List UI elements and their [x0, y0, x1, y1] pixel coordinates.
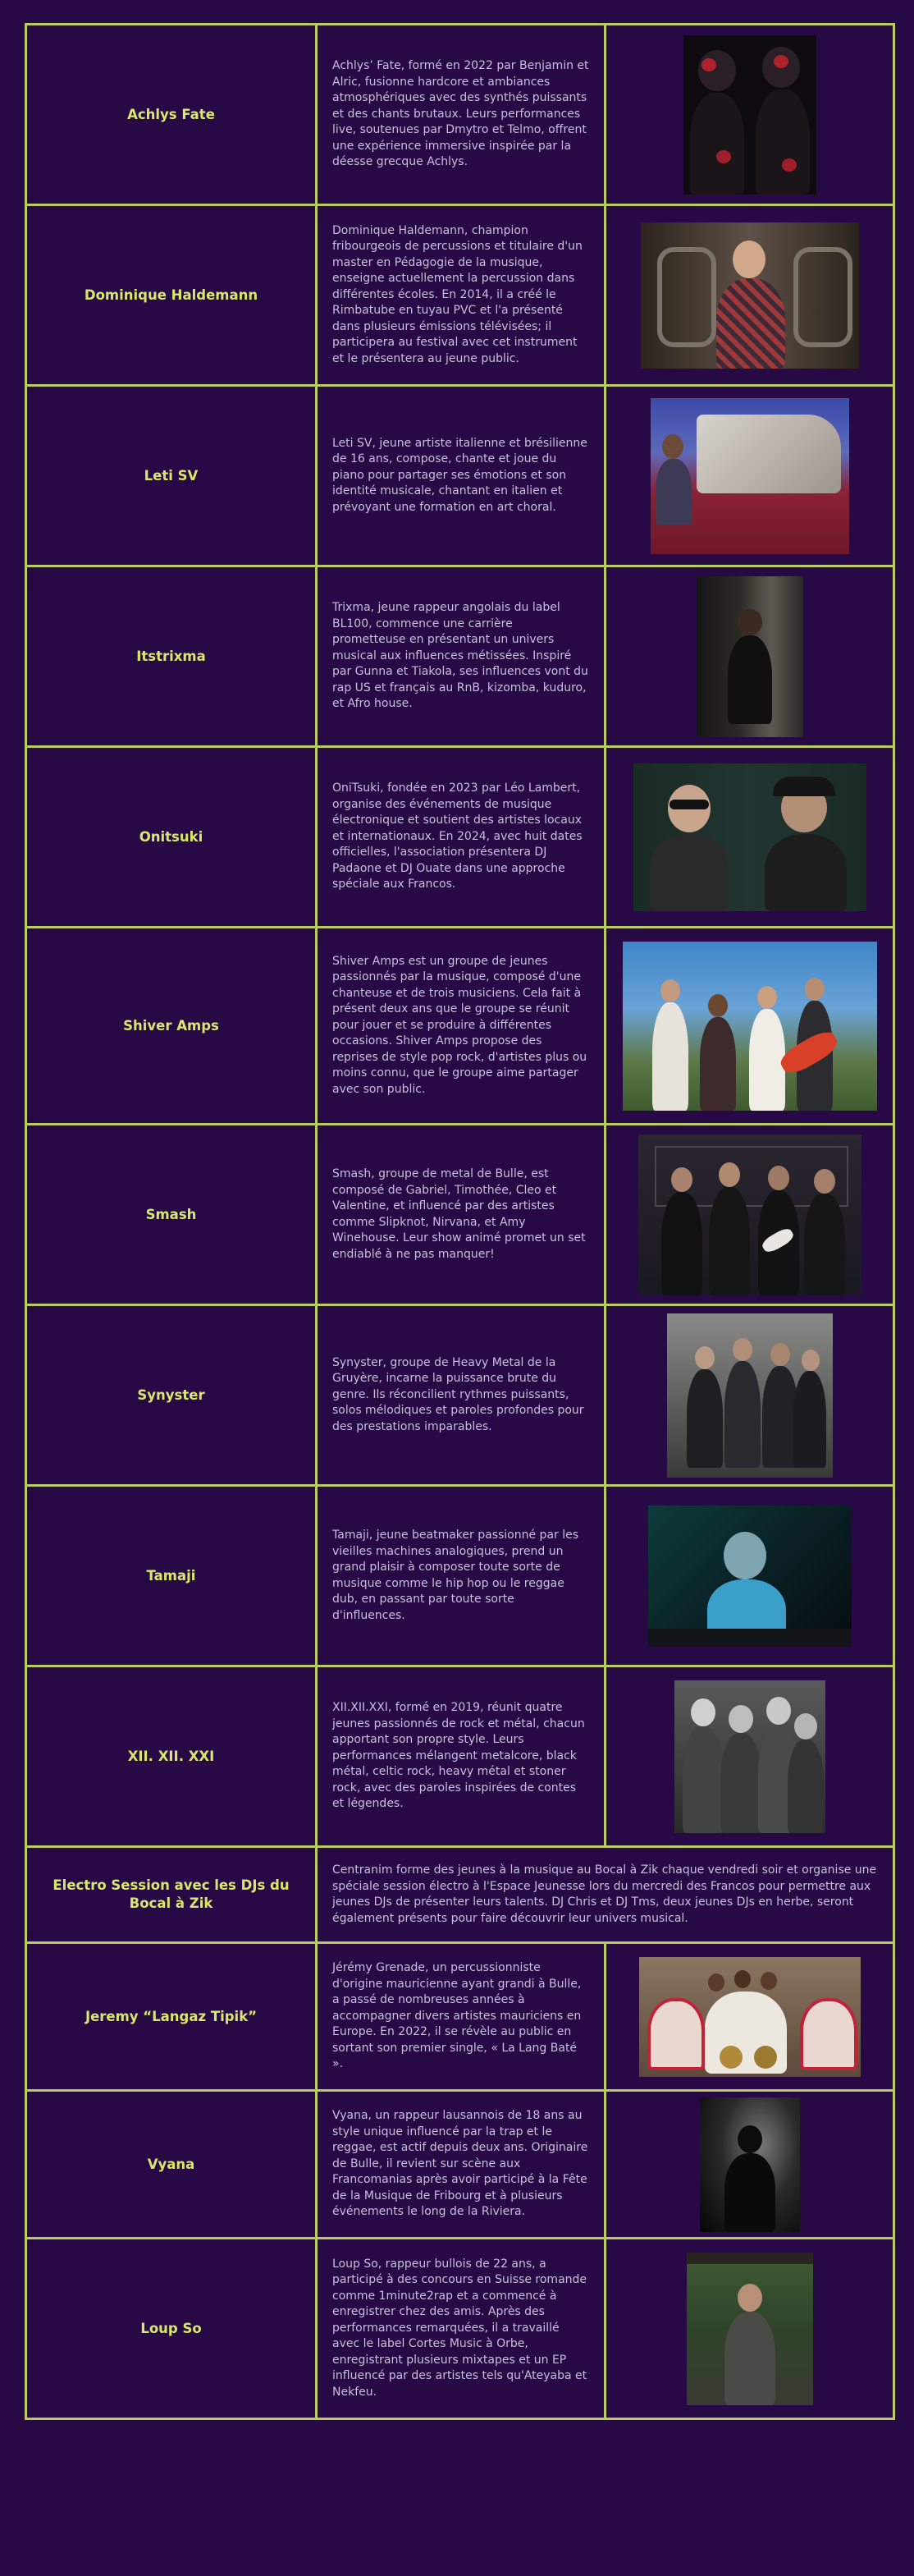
artist-photo [697, 576, 803, 737]
table-row [26, 928, 894, 1125]
table-row [26, 747, 894, 928]
artist-description: Jérémy Grenade, un percussionniste d'origine mauricienne ayant grandi à Bulle, a passé de nombreuses années à accompagner divers artistes mauriciens en Europe. En 2022, il se révèle au public en sortant son premier single, « La Lang Baté ». [317, 1943, 606, 2091]
artist-photo [651, 398, 849, 554]
artist-name: Electro Session avec les DJs du Bocal à Zik [26, 1847, 317, 1943]
table-row [26, 25, 894, 205]
table-row [26, 1125, 894, 1305]
artist-description: Centranim forme des jeunes à la musique au Bocal à Zik chaque vendredi soir et organise une spéciale session électro à l'Espace Jeunesse lors du mercredi des Francos pour permettre aux jeunes DJs de présenter leurs talents. DJ Chris et DJ Tms, deux jeunes DJs en herbe, seront également présents pour faire découvrir leur univers musical. [317, 1847, 894, 1943]
artist-name: Tamaji [26, 1486, 317, 1666]
table-row [26, 566, 894, 747]
artist-name: Onitsuki [26, 747, 317, 928]
artist-name: Itstrixma [26, 566, 317, 747]
table-row [26, 205, 894, 386]
artist-name: XII. XII. XXI [26, 1666, 317, 1847]
artist-name: Shiver Amps [26, 928, 317, 1125]
artist-name: Achlys Fate [26, 25, 317, 205]
artist-photo [687, 2253, 813, 2405]
artist-description: Tamaji, jeune beatmaker passionné par les vieilles machines analogiques, prend un grand plaisir à composer toute sorte de musique comme le hip hop ou le reggae dub, en passant par toute sorte d'influences. [317, 1486, 606, 1666]
artist-description: XII.XII.XXI, formé en 2019, réunit quatre jeunes passionnés de rock et métal, chacun apportant son propre style. Leurs performances mélangent metalcore, black métal, celtic rock, heavy métal et stoner rock, avec des paroles inspirées de contes et légendes. [317, 1666, 606, 1847]
artist-description: Loup So, rappeur bullois de 22 ans, a participé à des concours en Suisse romande comme 1minute2rap et a commencé à enregistrer chez des amis. Après des performances remarquées, il a travaillé avec le label Cortes Music à Orbe, enregistrant plusieurs mixtapes et un EP influencé par des artistes tels qu'Ateyaba et Nekfeu. [317, 2239, 606, 2419]
artist-photo [633, 763, 866, 911]
artist-description: Leti SV, jeune artiste italienne et brésilienne de 16 ans, compose, chante et joue du piano pour partager ses émotions et son identité musicale, chantant en italien et prévoyant une formation en art choral. [317, 386, 606, 566]
artist-photo [667, 1313, 833, 1478]
artist-name: Leti SV [26, 386, 317, 566]
artists-table [25, 23, 895, 2420]
artist-photo [623, 942, 877, 1111]
artist-name: Jeremy “Langaz Tipik” [26, 1943, 317, 2091]
table-row [26, 1305, 894, 1486]
table-row [26, 1666, 894, 1847]
artist-photo [648, 1506, 852, 1647]
artist-description: Smash, groupe de metal de Bulle, est composé de Gabriel, Timothée, Cleo et Valentine, et influencé par des artistes comme Slipknot, Nirvana, et Amy Winehouse. Leur show animé promet un set endiablé à ne pas manquer! [317, 1125, 606, 1305]
artist-photo [641, 222, 859, 369]
artist-name: Dominique Haldemann [26, 205, 317, 386]
artist-photo [639, 1957, 861, 2077]
artist-description: OniTsuki, fondée en 2023 par Léo Lambert, organise des événements de musique électronique et soutient des artistes locaux et internationaux. En 2024, avec huit dates officielles, l'association présentera DJ Padaone et DJ Ouate dans une approche spéciale aux Francos. [317, 747, 606, 928]
artist-name: Loup So [26, 2239, 317, 2419]
table-row [26, 2091, 894, 2239]
artist-description: Synyster, groupe de Heavy Metal de la Gruyère, incarne la puissance brute du genre. Ils réconcilient rythmes puissants, solos mélodiques et paroles profondes pour des prestations imparables. [317, 1305, 606, 1486]
table-row [26, 1847, 894, 1943]
artist-photo [638, 1134, 861, 1295]
artist-description: Achlys’ Fate, formé en 2022 par Benjamin et Alric, fusionne hardcore et ambiances atmosphériques avec des synthés puissants et des chants brutaux. Leurs performances live, soutenues par Dmytro et Telmo, offrent une expérience immersive inspirée par la déesse grecque Achlys. [317, 25, 606, 205]
table-row [26, 1486, 894, 1666]
table-row [26, 386, 894, 566]
artist-description: Vyana, un rappeur lausannois de 18 ans au style unique influencé par la trap et le reggae, est actif depuis deux ans. Originaire de Bulle, il revient sur scène aux Francomanias après avoir participé à la Fête de la Musique de Fribourg et à plusieurs événements le long de la Riviera. [317, 2091, 606, 2239]
artist-photo [674, 1680, 825, 1833]
artist-photo [683, 35, 816, 195]
table-row [26, 2239, 894, 2419]
artist-description: Dominique Haldemann, champion fribourgeois de percussions et titulaire d'un master en Pédagogie de la musique, enseigne actuellement la percussion dans différentes écoles. En 2014, il a créé le Rimbatube en tuyau PVC et l'a présenté dans plusieurs émissions télévisées; il participera au festival avec cet instrument et le présentera au jeune public. [317, 205, 606, 386]
artist-description: Trixma, jeune rappeur angolais du label BL100, commence une carrière prometteuse en présentant un univers musical aux influences métissées. Inspiré par Gunna et Tiakola, ses influences vont du rap US et français au RnB, kizomba, kuduro, et Afro house. [317, 566, 606, 747]
table-row [26, 1943, 894, 2091]
artist-description: Shiver Amps est un groupe de jeunes passionnés par la musique, composé d'une chanteuse et de trois musiciens. Cela fait à présent deux ans que le groupe se réunit pour jouer et se produire à différentes occasions. Shiver Amps propose des reprises de style pop rock, d'artistes plus ou moins connu, que le groupe aime partager avec son public. [317, 928, 606, 1125]
artist-name: Synyster [26, 1305, 317, 1486]
artist-photo [700, 2097, 800, 2232]
artist-name: Vyana [26, 2091, 317, 2239]
artist-name: Smash [26, 1125, 317, 1305]
